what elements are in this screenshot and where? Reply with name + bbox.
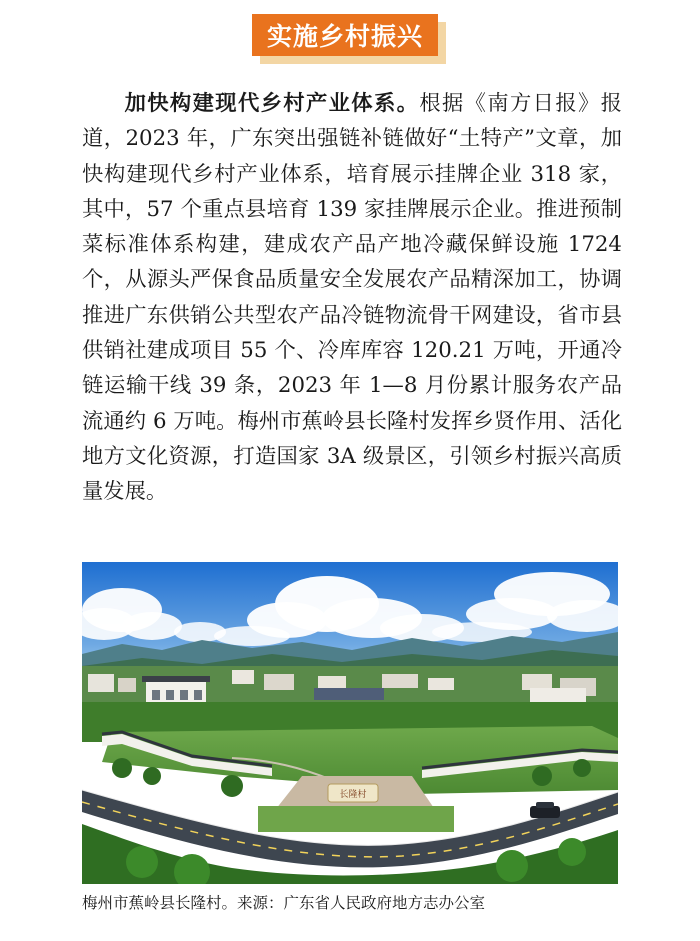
lawn	[258, 806, 454, 832]
photo-caption: 梅州市蕉岭县长隆村。来源：广东省人民政府地方志办公室	[82, 894, 486, 912]
banner-box	[252, 14, 438, 56]
article-paragraph	[82, 86, 622, 510]
sign-text: 长隆村	[339, 790, 367, 800]
village-photo	[82, 562, 618, 884]
village-sign	[328, 784, 378, 802]
article-body: 根据《南方日报》报道，2023 年，广东突出强链补链做好“土特产”文章，加快构建现代乡村产业体系，培育展示挂牌企业 318 家，其中，57 个重点县培育 139 家挂牌展示企业。推进预制菜标准体系构建，建成农产品产地冷藏保鲜设施 1724 个，从源头严保食品质量安全发展农产品精深加工，协调推进广东供销公共型农产品冷链物流骨干网建设，省市县供销社建成项目 55 个、冷库库容 120.21 万吨，开通冷链运输干线 39 条，2023 年 1—8 月份累计服务农产品流通约 6 万吨。梅州市蕉岭县长隆村发挥乡贤作用、活化地方文化资源，打造国家 3A 级景区，引领乡村振兴高质量发展。	[82, 91, 622, 505]
section-banner	[252, 14, 448, 68]
house-blue-roof	[314, 688, 384, 700]
section-title: 实施乡村振兴	[266, 22, 423, 51]
article-lead: 加快构建现代乡村产业体系。	[124, 91, 420, 116]
car	[530, 802, 560, 818]
